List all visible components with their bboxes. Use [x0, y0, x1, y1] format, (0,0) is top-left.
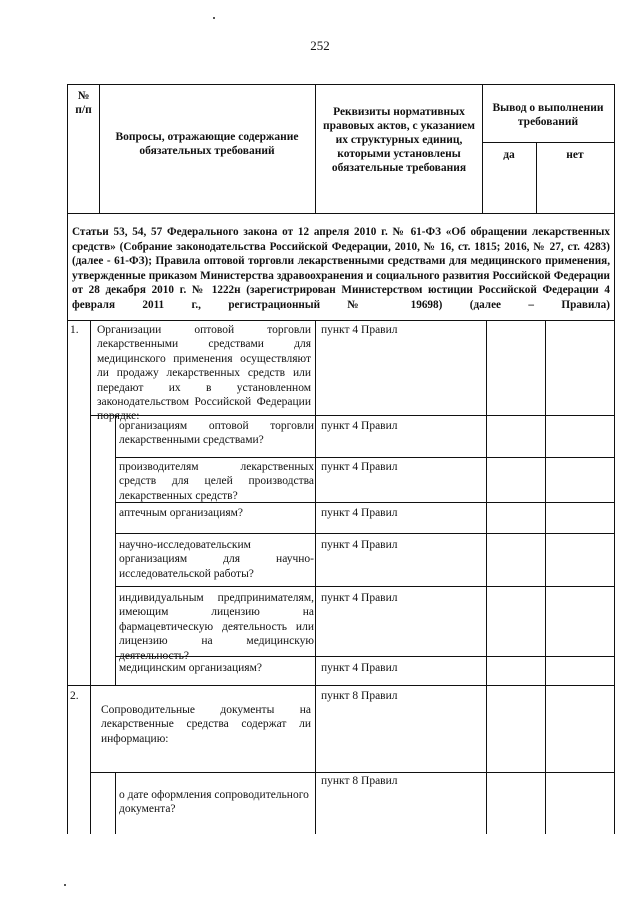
answer-yes-cell[interactable]	[487, 503, 544, 532]
requisite-reference: пункт 4 Правил	[321, 592, 398, 604]
table-border-right	[614, 84, 615, 834]
scan-speck	[64, 884, 66, 886]
page-number: 252	[310, 38, 330, 53]
header-divider-question	[315, 84, 316, 213]
answer-yes-cell[interactable]	[487, 458, 544, 501]
answer-no-cell[interactable]	[546, 773, 613, 833]
requisite-reference: пункт 4 Правил	[321, 420, 398, 432]
header-col-no: нет	[566, 149, 584, 161]
header-bottom-border	[67, 213, 614, 214]
question-text: научно-исследовательским организациям для научно-исследовательской работы?	[119, 539, 314, 580]
col-ref-divider	[315, 320, 316, 834]
answer-yes-cell[interactable]	[487, 321, 544, 414]
requisite-reference: пункт 8 Правил	[321, 775, 398, 787]
scan-speck	[213, 17, 215, 19]
answer-no-cell[interactable]	[546, 503, 613, 532]
answer-no-cell[interactable]	[546, 534, 613, 585]
requisite-reference: пункт 4 Правил	[321, 324, 398, 336]
requisite-reference: пункт 4 Правил	[321, 539, 398, 551]
answer-no-cell[interactable]	[546, 416, 613, 456]
question-text: индивидуальным предпринимателям, имеющим лицензию на фармацевтическую деятельность или лицензию на медицинскую деятельность?	[119, 592, 314, 662]
answer-yes-cell[interactable]	[487, 534, 544, 585]
table-border-left	[67, 84, 68, 834]
requisite-reference: пункт 4 Правил	[321, 662, 398, 674]
header-col-question: Вопросы, отражающие содержание обязательных требований	[115, 131, 299, 157]
answer-yes-cell[interactable]	[487, 686, 544, 771]
answer-no-cell[interactable]	[546, 686, 613, 771]
subrow-indent-divider-2	[115, 772, 116, 834]
col-num-divider	[90, 320, 91, 834]
header-divider-num	[99, 84, 100, 213]
row-number: 2.	[70, 690, 79, 702]
answer-no-cell[interactable]	[546, 587, 613, 655]
answer-no-cell[interactable]	[546, 458, 613, 501]
row-number: 1.	[70, 324, 79, 336]
question-text: аптечным организациям?	[119, 507, 244, 519]
answer-no-cell[interactable]	[546, 321, 613, 414]
question-text: организациям оптовой торговли лекарственными средствами?	[119, 420, 314, 447]
question-text: медицинским организациям?	[119, 662, 262, 674]
answer-yes-cell[interactable]	[487, 773, 544, 833]
answer-yes-cell[interactable]	[487, 416, 544, 456]
requisite-reference: пункт 8 Правил	[321, 690, 398, 702]
question-text: о дате оформления сопроводительного документа?	[119, 789, 309, 816]
question-text: Организации оптовой торговли лекарственными средствами для медицинского применения осуществляют ли продажу лекарственных средств или передают их в установленном законодательством Российской Федерации порядке:	[97, 324, 311, 423]
answer-no-cell[interactable]	[546, 657, 613, 684]
header-col-yes: да	[503, 149, 515, 161]
requisite-reference: пункт 4 Правил	[321, 507, 398, 519]
answer-yes-cell[interactable]	[487, 657, 544, 684]
question-text: Сопроводительные документы на лекарственные средства содержат ли информацию:	[101, 704, 311, 745]
legal-basis-text: Статьи 53, 54, 57 Федерального закона от 12 апреля 2010 г. № 61-ФЗ «Об обращении лекарственных средств» (Собрание законодательства Российской Федерации, 2010, № 16, ст. 1815; 2016, № 27, ст. 4283) (далее - 61-ФЗ); Правила оптовой торговли лекарственными средствами для медицинского применения, утвержденные приказом Министерства здравоохранения и социального развития Российской Федерации от 28 декабря 2010 г. № 1222н (зарегистрирован Министерством юстиции Российской Федерации 4 февраля 2011 г., регистрационный № 19698) (далее – Правила)	[72, 226, 610, 311]
header-col-num: № п/п	[75, 90, 92, 116]
header-col-requisites: Реквизиты нормативных правовых актов, с указанием их структурных единиц, которыми установлены обязательные требования	[323, 106, 475, 174]
header-result-divider	[482, 142, 614, 143]
subrow-indent-divider	[115, 415, 116, 685]
table-border-top	[67, 84, 614, 85]
question-text: производителям лекарственных средств для целей производства лекарственных средств?	[119, 461, 314, 502]
requisite-reference: пункт 4 Правил	[321, 461, 398, 473]
header-col-result: Вывод о выполнении требований	[492, 102, 604, 128]
answer-yes-cell[interactable]	[487, 587, 544, 655]
